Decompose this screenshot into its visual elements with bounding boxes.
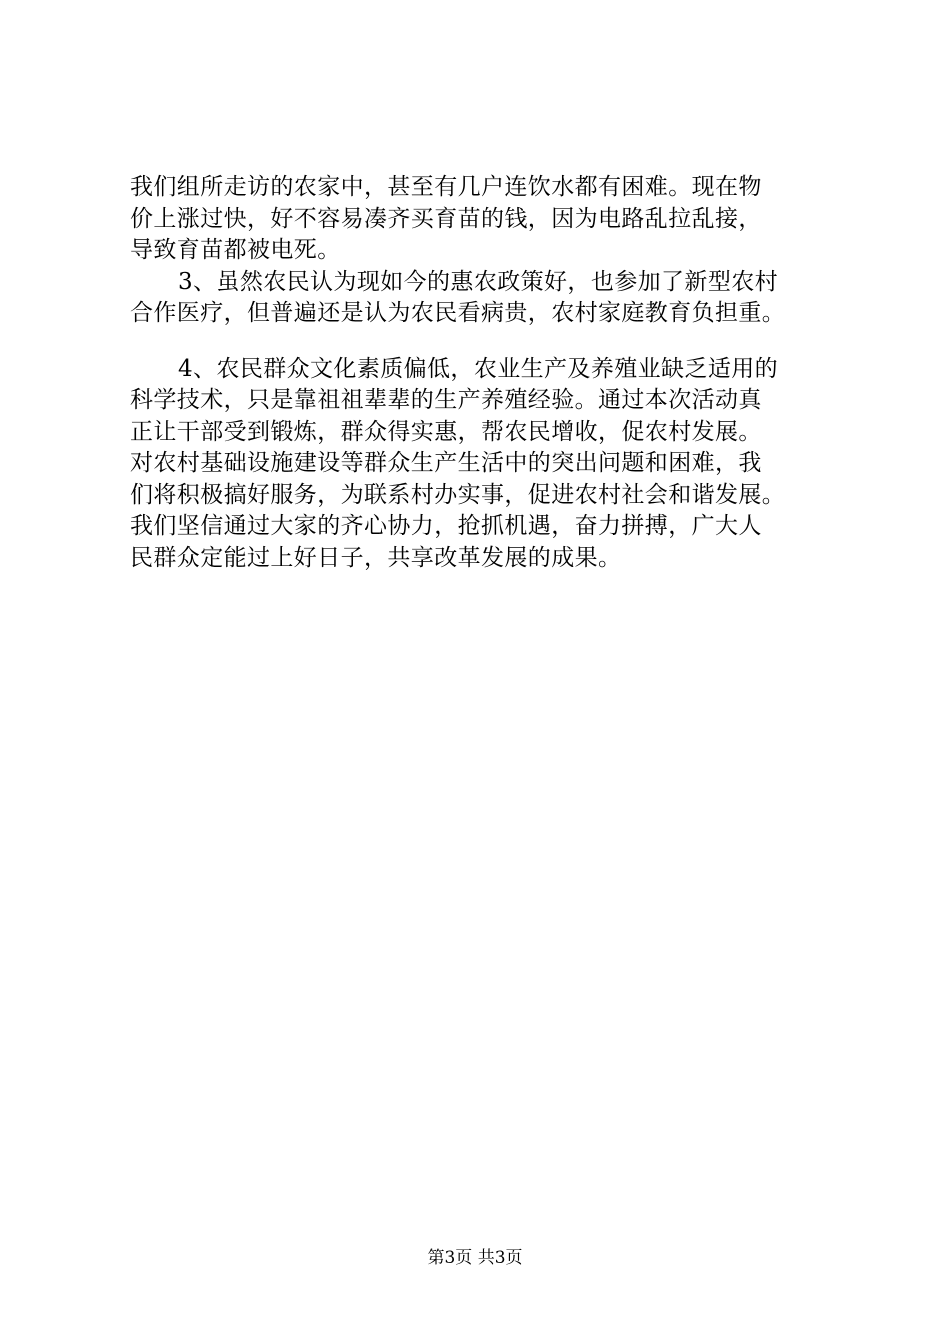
paragraph — [130, 354, 850, 575]
text-line: 合作医疗，但普遍还是认为农民看病贵，农村家庭教育负担重。 — [130, 300, 786, 326]
text-line: 导致育苗都被电死。 — [130, 237, 341, 263]
text-line: 对农村基础设施建设等群众生产生活中的突出问题和困难，我 — [130, 450, 762, 476]
text-line: 价上涨过快，好不容易凑齐买育苗的钱，因为电路乱拉乱接， — [130, 205, 762, 232]
text-line: 我们组所走访的农家中，甚至有几户连饮水都有困难。现在物 — [130, 174, 762, 200]
text-line: 们将积极搞好服务，为联系村办实事，促进农村社会和谐发展。 — [130, 481, 786, 508]
paragraph-spacer — [130, 330, 850, 354]
text-line: 4、农民群众文化素质偏低，农业生产及养殖业缺乏适用的 — [178, 355, 779, 382]
page-footer — [0, 1243, 950, 1268]
document-body — [130, 172, 850, 574]
text-line: 民群众定能过上好日子，共享改革发展的成果。 — [130, 544, 622, 571]
text-line: 正让干部受到锻炼，群众得实惠，帮农民增收，促农村发展。 — [130, 418, 762, 445]
page-number-label: 第3页 共3页 — [427, 1248, 523, 1268]
text-line: 我们坚信通过大家的齐心协力，抢抓机遇，奋力拼搏，广大人 — [130, 513, 762, 539]
text-line: 科学技术，只是靠祖祖辈辈的生产养殖经验。通过本次活动真 — [130, 387, 762, 413]
text-line: 3、虽然农民认为现如今的惠农政策好，也参加了新型农村 — [178, 268, 779, 295]
paragraph — [130, 172, 850, 267]
paragraph — [130, 267, 850, 330]
